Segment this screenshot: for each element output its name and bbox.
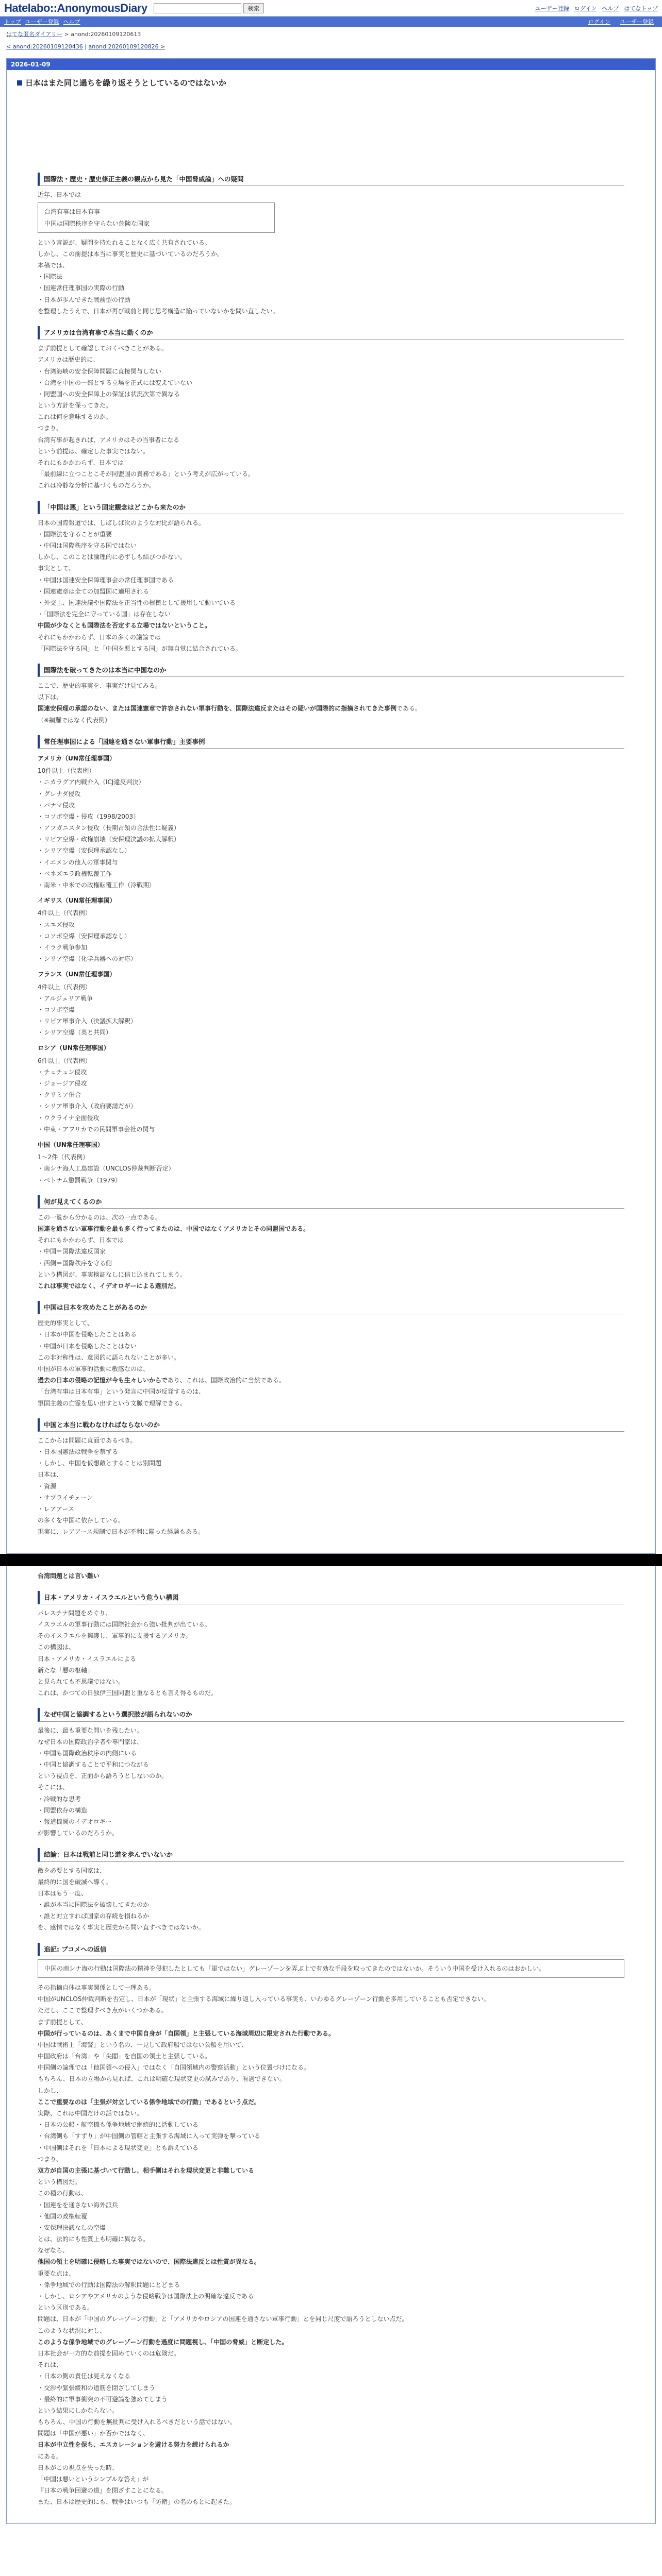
paragraph: を整理したうえで、日本が再び戦前と同じ思考構造に陥っていないかを問い直したい。 bbox=[38, 307, 279, 315]
list-item: ・ ベネズエラ政権転覆工作 bbox=[38, 868, 624, 879]
pager-separator: | bbox=[82, 43, 89, 50]
note: （※網羅ではなく代表例） bbox=[38, 716, 111, 724]
bold-paragraph: 国連を通さない軍事行動を最も多く行ってきたのは、中国ではなくアメリカとその同盟国である。 bbox=[38, 1225, 310, 1232]
paragraph: 日本がこの視点を失った時、 bbox=[38, 2464, 119, 2471]
country-heading: ロシア（UN常任理事国） bbox=[38, 1044, 110, 1052]
list-item: ・ クリミア併合 bbox=[38, 1089, 624, 1100]
bullet-list bbox=[38, 919, 624, 965]
nav-link-top[interactable]: トップ bbox=[4, 19, 21, 25]
text: である。 bbox=[396, 705, 422, 713]
paragraph: 「国際法を守る国」と「中国を悪とする国」が無自覚に結合されている。 bbox=[38, 645, 242, 652]
bold-paragraph: 中国が行っているのは、あくまで中国自身が「自国領」と主張している海域周辺に限定された行動である。 bbox=[38, 2029, 335, 2037]
paragraph: 「台湾有事は日本有事」という発言に中国が反発するのは、 bbox=[38, 1388, 205, 1396]
bold-paragraph: 他国の領土を明確に侵略した事実ではないので、国際法違反とは性質が異なる。 bbox=[38, 2258, 260, 2266]
nav-link-register[interactable]: ユーザー登録 bbox=[25, 19, 59, 25]
country-groups bbox=[38, 753, 624, 1186]
bullet-list bbox=[38, 574, 624, 620]
section-heading: 日本・アメリカ・イスラエルという危うい構図 bbox=[38, 1591, 624, 1604]
paragraph: 重要な点は、 bbox=[38, 2269, 75, 2277]
paragraph: これは冷静な分析に基づくものだろうか。 bbox=[38, 482, 156, 489]
blank-space bbox=[38, 101, 624, 163]
paragraph: アメリカは歴史的に、 bbox=[38, 356, 100, 364]
paragraph: 現実に、レアアース規制で日本が不利に陥った経験もある。 bbox=[38, 1528, 205, 1536]
quote-line: 台湾有事は日本有事 bbox=[44, 208, 101, 216]
paragraph: という区別である。 bbox=[38, 2304, 94, 2312]
paragraph: という結果にしかならない。 bbox=[38, 2406, 119, 2414]
paragraph: この種の行動は、 bbox=[38, 2190, 88, 2197]
paragraph: 中国側の論理では「他国領への侵入」ではなく「自国領域内の警察活動」という位置づけになる。 bbox=[38, 2064, 310, 2072]
list-item: ・ 中国は国際秩序を守る国ではない bbox=[38, 540, 624, 551]
list-item: ・ 最終的に軍事衝突の不可避論を強めてしまう bbox=[38, 2394, 624, 2405]
paragraph: 歴史的事実として、 bbox=[38, 1319, 93, 1327]
paragraph: の多くを中国に依存している。 bbox=[38, 1517, 125, 1524]
nav-link-login[interactable]: ログイン bbox=[588, 19, 610, 25]
bullet-list bbox=[38, 1481, 624, 1515]
paragraph: 近年、日本では bbox=[38, 191, 81, 199]
list-item: ・ ウクライナ全面侵攻 bbox=[38, 1112, 624, 1124]
section-heading: 「中国は悪」という固定観念はどこから来たのか bbox=[38, 501, 624, 514]
breadcrumb-home[interactable]: はてな匿名ダイアリー bbox=[6, 31, 63, 38]
paragraph: 問題は「中国が悪い」か否かではなく、 bbox=[38, 2430, 149, 2437]
country-heading: イギリス（UN常任理事国） bbox=[38, 897, 116, 905]
paragraph: 日本社会が一方的な前提を固めていくのは危険だ。 bbox=[38, 2349, 180, 2357]
paragraph: という方針を保ってきた。 bbox=[38, 402, 112, 410]
blockquote bbox=[38, 1959, 624, 1978]
bullet-list bbox=[38, 1066, 624, 1135]
list-item: ・ リビア空爆・政権崩壊（安保理決議の拡大解釈） bbox=[38, 834, 624, 845]
header-link-user-register[interactable]: ユーザー登録 bbox=[535, 5, 569, 12]
bullet-list bbox=[38, 366, 624, 400]
bullet-list bbox=[38, 1246, 624, 1268]
bold-paragraph: このような係争地域でのグレーゾーン行動を過度に問題視し、「中国の脅威」と断定した。 bbox=[38, 2338, 288, 2346]
paragraph: 敵を必要とする国家は、 bbox=[38, 1867, 106, 1874]
list-item: ・ 外交上、国連決議や国際法を正当性の根拠として援用して動いている bbox=[38, 597, 624, 608]
list-item: ・ 日本の公船・航空機も係争地域で継続的に活動している bbox=[38, 2119, 624, 2130]
paragraph: と見られても不思議ではない。 bbox=[38, 1678, 125, 1685]
list-item: ・ 同盟依存の構造 bbox=[38, 1805, 624, 1816]
list-item: ・ リビア軍事介入（決議拡大解釈） bbox=[38, 1015, 624, 1027]
header-link-help[interactable]: ヘルプ bbox=[602, 5, 619, 12]
next-entry-link[interactable]: anond:20260109120826 > bbox=[88, 43, 166, 50]
list-item: ・ 他国の政権転覆 bbox=[38, 2211, 624, 2222]
list-item: ・ 中国が日本を侵略したことはない bbox=[38, 1341, 624, 1352]
paragraph: 日本の国際報道では、しばしば次のような対比が語られる。 bbox=[38, 519, 205, 527]
list-item: ・ 国際法を守ることが重要 bbox=[38, 529, 624, 540]
paragraph: つまり、 bbox=[38, 2155, 63, 2163]
paragraph: 中国がUNCLOS仲裁判断を否定し、日本が「現状」と主張する海域に繰り返し入っている事実も、いわゆるグレーゾーン行動を多用していることも否定できない。 bbox=[38, 1995, 490, 2003]
list-item: ・ 係争地域での行動は国際法の解釈問題にとどまる bbox=[38, 2279, 624, 2291]
paragraph: なぜ日本の国際政治学者や専門家は、 bbox=[38, 1738, 143, 1745]
country-count: 10件以上（代表例） bbox=[38, 767, 95, 775]
section-heading: 中国と本当に戦わなければならないのか bbox=[38, 1418, 624, 1432]
list-item: ・ 国連をを通さない海外派兵 bbox=[38, 2199, 624, 2211]
list-item: ・ 日本の側の責任は見えなくなる bbox=[38, 2370, 624, 2382]
paragraph: にある。 bbox=[38, 2452, 63, 2460]
section-heading: 国際法・歴史・歴史修正主義の観点から見た「中国脅威論」への疑問 bbox=[38, 173, 624, 186]
article-title-text[interactable]: 日本はまた同じ過ちを繰り返そうとしているのではないか bbox=[25, 78, 227, 88]
bullet-list bbox=[38, 1899, 624, 1922]
square-bullet-icon bbox=[17, 80, 22, 86]
paragraph: このような状況に対し、 bbox=[38, 2327, 106, 2334]
nav-link-help[interactable]: ヘルプ bbox=[63, 19, 80, 25]
paragraph: 新たな「悪の枢軸」 bbox=[38, 1666, 94, 1674]
paragraph: そのイスラエルを擁護し、軍事的に支援するアメリカ。 bbox=[38, 1632, 192, 1640]
quote-line: 中国は国際秩序を守らない危険な国家 bbox=[44, 219, 150, 227]
paragraph: を、感情ではなく事実と歴史から問い直すべきではないか。 bbox=[38, 1924, 205, 1931]
header-link-hatena-top[interactable]: はてなトップ bbox=[624, 5, 658, 12]
paragraph: 台湾問題とは言い難い bbox=[38, 1572, 100, 1580]
paragraph: この非対称性は、意図的に語られないことが多い。 bbox=[38, 1353, 180, 1361]
list-item: ・ シリア空爆（英と共同） bbox=[38, 1027, 624, 1038]
paragraph: 「最前線に立つことこそが同盟国の責務である」という考えが広がっている。 bbox=[38, 470, 255, 478]
paragraph: 軍国主義の亡霊を思い出すという文脈で理解できる。 bbox=[38, 1399, 187, 1407]
list-item: ・ しかし、ロシアやアメリカのような侵略戦争は国際法上の明確な違反である bbox=[38, 2291, 624, 2302]
list-item: ・ 誰と対立すれば国家の存続を損ねるか bbox=[38, 1910, 624, 1922]
country-count: 4件以上（代表例） bbox=[38, 909, 91, 917]
list-item: ・ ベトナム懲罰戦争（1979） bbox=[38, 1175, 624, 1186]
country-count: 4件以上（代表例） bbox=[38, 983, 91, 991]
list-item: ・ コソボ空爆 bbox=[38, 1004, 624, 1015]
list-item: ・ 国際法 bbox=[38, 271, 624, 282]
list-item: ・ 「国際法を完全に守っている国」は存在しない bbox=[38, 608, 624, 620]
paragraph: という言説が、疑問を持たれることなく広く共有されている。 bbox=[38, 239, 211, 246]
breadcrumb bbox=[0, 27, 662, 41]
header-link-login[interactable]: ログイン bbox=[574, 5, 597, 12]
section-heading: 中国は日本を攻めたことがあるのか bbox=[38, 1301, 624, 1314]
list-item: ・ 西側＝国際秩序を守る側 bbox=[38, 1258, 624, 1269]
section-heading: 国際法を破ってきたのは本当に中国なのか bbox=[38, 664, 624, 677]
list-item: ・ チェチェン侵攻 bbox=[38, 1066, 624, 1078]
list-item: ・ 国連常任理事国の実際の行動 bbox=[38, 282, 624, 294]
paragraph: なぜなら、 bbox=[38, 2247, 69, 2255]
paragraph: これは、かつての日独伊三国同盟と重なるとも言え得るものだ。 bbox=[38, 1689, 218, 1697]
list-item: ・ ジョージア侵攻 bbox=[38, 1078, 624, 1089]
paragraph: しかし、このことは論理的に必ずしも結びつかない。 bbox=[38, 553, 187, 561]
country-heading: 中国（UN常任理事国） bbox=[38, 1141, 104, 1148]
paragraph: これは事実ではなく、イデオロギーによる選別だ。 bbox=[38, 1282, 180, 1290]
list-item: ・ 同盟国への安全保障上の保証は状況次第で異なる bbox=[38, 388, 624, 400]
list-item: ・ サプライチェーン bbox=[38, 1492, 624, 1503]
black-divider bbox=[0, 1554, 662, 1566]
bullet-list bbox=[38, 2199, 624, 2234]
search-box bbox=[154, 3, 264, 13]
paragraph: パレスチナ問題をめぐり、 bbox=[38, 1609, 112, 1617]
list-item: ・ 台湾側も「すずり」が中国側の管轄と主張する海域に入って実弾を撃っている bbox=[38, 2130, 624, 2142]
paragraph: この構図は、 bbox=[38, 1643, 75, 1651]
paragraph: それにもかかわらず、日本の多くの議論では bbox=[38, 633, 161, 641]
blockquote bbox=[38, 202, 275, 232]
list-item: ・ しかし、中国を仮想敵とすることは別問題 bbox=[38, 1458, 624, 1469]
country-heading: アメリカ（UN常任理事国） bbox=[38, 754, 115, 762]
header-links bbox=[535, 4, 658, 12]
list-item: ・ 日本国憲法は戦争を禁ずる bbox=[38, 1446, 624, 1458]
paragraph: 中国は戦術上「海警」という名の、一見して政府船ではない公船を用いて、 bbox=[38, 2041, 248, 2048]
article bbox=[6, 58, 656, 1554]
section-heading: なぜ中国と協調するという選択肢が語られないのか bbox=[38, 1708, 624, 1721]
paragraph: 中国政府は「台湾」や「尖閣」を自国の領土と主張している。 bbox=[38, 2053, 211, 2060]
search-input[interactable] bbox=[154, 3, 241, 13]
bullet-list bbox=[38, 271, 624, 306]
country-count: 6件以上（代表例） bbox=[38, 1057, 91, 1064]
section-heading: 何が見えてくるのか bbox=[38, 1195, 624, 1209]
bullet-list bbox=[38, 529, 624, 551]
paragraph: 本稿では、 bbox=[38, 262, 69, 269]
paragraph: それは、 bbox=[38, 2361, 63, 2369]
list-item: ・ イエメンの他人の軍事関与 bbox=[38, 857, 624, 868]
paragraph: ここからは問題に直面であるべき。 bbox=[38, 1436, 137, 1444]
list-item: ・ アフガニスタン侵攻（長期占領の合法性に疑義） bbox=[38, 822, 624, 834]
list-item: ・ 報道機関のイデオロギー bbox=[38, 1816, 624, 1827]
paragraph: 「中国は悪いというシンプルな答え」が bbox=[38, 2476, 149, 2483]
navbar bbox=[0, 16, 662, 27]
list-item: ・ 資源 bbox=[38, 1481, 624, 1492]
article-body bbox=[7, 95, 655, 1553]
list-item: ・ 台湾を中国の一部とする立場を正式には変えていない bbox=[38, 377, 624, 388]
bullet-list bbox=[38, 2119, 624, 2154]
paragraph: その指摘自体は事実関係として一理ある。 bbox=[38, 1984, 156, 1991]
paragraph: しかし、この前提は本当に事実と歴史に基づいているのだろうか。 bbox=[38, 250, 224, 258]
section-heading: アメリカは台湾有事で本当に動くのか bbox=[38, 326, 624, 340]
bullet-list bbox=[38, 1329, 624, 1351]
quote-line: 中国の南シナ海の行動は国際法の精神を侵犯したとしても「軍ではない」グレーゾーンを弄ぶ上で有効な手段を取ってきたのではないか。そういう中国を受け入れるのはおかしい。 bbox=[44, 1964, 545, 1972]
list-item: ・ コソボ空爆（安保理承認なし） bbox=[38, 930, 624, 942]
list-item: ・ 日本が中国を侵略したことはある bbox=[38, 1329, 624, 1340]
article-body-continued bbox=[7, 1566, 655, 2523]
list-item: ・ 南米・中米での政権転覆工作（冷戦期） bbox=[38, 879, 624, 891]
paragraph: まず前提として、 bbox=[38, 2018, 87, 2026]
paragraph: もちろん、日本の立場から見れば、これは明確な現状変更の試みであり、看過できない。 bbox=[38, 2075, 286, 2083]
paragraph: 最終的に国を破滅へ導く。 bbox=[38, 1878, 112, 1886]
paragraph: まず前提として確認しておくべきことがある。 bbox=[38, 345, 168, 352]
country-count: 1〜2件（代表例） bbox=[38, 1154, 89, 1161]
paragraph: 以下は、 bbox=[38, 693, 63, 701]
bold-paragraph: 日本が中立性を保ち、エスカレーションを避ける努力を続けられるか bbox=[38, 2441, 229, 2449]
site-logo[interactable]: Hatelabo::AnonymousDiary bbox=[4, 1, 147, 14]
paragraph: とは、法的にも性質上も明確に異なる。 bbox=[38, 2235, 150, 2243]
paragraph: 日本はもう一度、 bbox=[38, 1889, 88, 1897]
list-item: ・ 国連憲章は全ての加盟国に適用される bbox=[38, 586, 624, 597]
paragraph: という構図が、事実検証なしに信じ込まれてしまう。 bbox=[38, 1270, 187, 1278]
list-item: ・ 南シナ海人工島建設（UNCLOS仲裁判断否定） bbox=[38, 1163, 624, 1174]
paragraph: 事実として、 bbox=[38, 565, 75, 572]
paragraph: が影響しているのだろうか。 bbox=[38, 1829, 119, 1837]
bullet-list bbox=[38, 2279, 624, 2302]
article-title bbox=[7, 70, 655, 95]
section-heading: 追記: ブコメへの返信 bbox=[38, 1943, 624, 1956]
entry-pager bbox=[0, 41, 662, 52]
bullet-list bbox=[38, 1446, 624, 1469]
bold-text: 国連安保理の承認のない、または国連憲章で許容されない軍事行動を、国際法違反またはその疑いが国際的に指摘されてきた事例 bbox=[38, 705, 397, 713]
list-item: ・ 中東・アフリカでの民間軍事会社の関与 bbox=[38, 1124, 624, 1135]
paragraph: 台湾有事が起きれば、アメリカはその当事者になる bbox=[38, 436, 180, 444]
paragraph: イスラエルの軍事行動には国際社会から強い批判が出ている。 bbox=[38, 1621, 211, 1629]
section-heading: 常任理事国による「国連を通さない軍事行動」主要事例 bbox=[38, 735, 624, 749]
paragraph: 最後に、最も重要な問いを残したい。 bbox=[38, 1726, 143, 1734]
paragraph: ここで、歴史的事実を、事実だけ見てみる。 bbox=[38, 682, 161, 690]
breadcrumb-separator: > bbox=[62, 31, 71, 38]
bullet-list bbox=[38, 1793, 624, 1828]
paragraph: 日本・アメリカ・イスラエルによる bbox=[38, 1655, 137, 1663]
paragraph: しかし、 bbox=[38, 2087, 63, 2094]
paragraph bbox=[38, 703, 624, 714]
list-item: ・ シリア空爆（安保理承認なし） bbox=[38, 845, 624, 856]
search-button[interactable]: 検索 bbox=[243, 3, 264, 13]
paragraph: という構図だ。 bbox=[38, 2178, 81, 2186]
list-item: ・ 中国＝国際法違反国家 bbox=[38, 1246, 624, 1257]
list-item: ・ 中国は国連安全保障理事会の常任理事国である bbox=[38, 574, 624, 586]
paragraph: それにもかかわらず、日本では bbox=[38, 459, 124, 466]
site-header bbox=[0, 0, 662, 16]
country-heading: フランス（UN常任理事国） bbox=[38, 971, 116, 978]
paragraph: この一覧から分かるのは、次の一点である。 bbox=[38, 1213, 162, 1221]
paragraph: それにもかかわらず、日本では bbox=[38, 1236, 124, 1244]
bullet-list bbox=[38, 1748, 624, 1770]
prev-entry-link[interactable]: < anond:20260109120436 bbox=[6, 43, 83, 50]
list-item: ・ 中国も国際政治秩序の内側にいる bbox=[38, 1748, 624, 1759]
article-continued bbox=[6, 1566, 656, 2524]
list-item: ・ 冷戦的な思考 bbox=[38, 1793, 624, 1805]
paragraph: つまり、 bbox=[38, 425, 63, 432]
bold-paragraph: ここで重要なのは「主張が対立している係争地域での行動」であるという点だ。 bbox=[38, 2098, 261, 2106]
paragraph: 問題は、日本が「中国のグレーゾーン行動」と「アメリカやロシアの国連を通さない軍事行動」とを同じ尺度で語ろうとしない点だ。 bbox=[38, 2315, 408, 2323]
list-item: ・ 日本が歩んできた戦前型の行動 bbox=[38, 294, 624, 306]
list-item: ・ ニカラグア内戦介入（ICJ違反判決） bbox=[38, 776, 624, 788]
paragraph: また、日本は歴史的にも、戦争はいつも「防衛」の名のもとに起きた。 bbox=[38, 2498, 236, 2506]
paragraph: という視点を、正面から語ろうとしないのか。 bbox=[38, 1772, 168, 1780]
list-item: ・ シリア空爆（化学兵器への対応） bbox=[38, 953, 624, 964]
bullet-list bbox=[38, 1163, 624, 1185]
list-item: ・ 交渉や緊張緩和の道筋を閉ざしてしまう bbox=[38, 2382, 624, 2394]
list-item: ・ 中国と協調することで平和につながる bbox=[38, 1759, 624, 1770]
bullet-list bbox=[38, 993, 624, 1039]
section-heading: 結論：日本は戦前と同じ道を歩んでいないか bbox=[38, 1848, 624, 1861]
list-item: ・ イラク戦争参加 bbox=[38, 942, 624, 953]
list-item: ・ 台湾海峡の安全保障問題に直接関与しない bbox=[38, 366, 624, 377]
list-item: ・ レアアース bbox=[38, 1503, 624, 1515]
paragraph: これは何を意味するのか。 bbox=[38, 413, 112, 421]
bold-text: 過去の日本の侵略の記憶が今も生々しいからで bbox=[38, 1377, 168, 1384]
paragraph: 実際、これは中国だけの話ではない。 bbox=[38, 2110, 143, 2117]
list-item: ・ アルジェリア戦争 bbox=[38, 993, 624, 1004]
paragraph: ただし、ここで整理すべき点がいくつかある。 bbox=[38, 2007, 168, 2014]
paragraph: 中国が日本の軍事的活動に敏感なのは、 bbox=[38, 1365, 150, 1372]
paragraph: 日本は、 bbox=[38, 1471, 63, 1479]
list-item: ・ 誰が本当に国際法を破壊してきたのか bbox=[38, 1899, 624, 1910]
paragraph: という前提は、確定した事実ではない。 bbox=[38, 447, 150, 455]
list-item: ・ コソボ空爆・侵攻（1998/2003） bbox=[38, 811, 624, 822]
paragraph: もちろん、中国の行動を無批判に受け入れるべきだという話ではない。 bbox=[38, 2418, 236, 2426]
paragraph: 中国が少なくとも国際法を否定する立場ではないということ。 bbox=[38, 622, 211, 630]
list-item: ・ シリア軍事介入（政府要請だが） bbox=[38, 1100, 624, 1112]
breadcrumb-current: anond:20260109120613 bbox=[71, 31, 141, 38]
text: あり、これは、国際政治的に当然である。 bbox=[167, 1377, 285, 1384]
list-item: ・ グレナダ侵攻 bbox=[38, 788, 624, 800]
bold-paragraph: 双方が自国の主張に基づいて行動し、相手側はそれを現状変更と非難している bbox=[38, 2166, 255, 2174]
paragraph: 『日本の戦争回避の道』を閉ざすことになる。 bbox=[38, 2487, 168, 2495]
nav-link-user-register[interactable]: ユーザー登録 bbox=[620, 19, 654, 25]
bullet-list bbox=[38, 2370, 624, 2405]
list-item: ・ パナマ侵攻 bbox=[38, 800, 624, 811]
bullet-list bbox=[38, 776, 624, 891]
list-item: ・ 中国側はそれを「日本による現状変更」とも訴えている bbox=[38, 2142, 624, 2154]
paragraph: そこには、 bbox=[38, 1784, 69, 1791]
list-item: ・ 安保理決議なしの空爆 bbox=[38, 2222, 624, 2233]
paragraph bbox=[38, 1375, 624, 1386]
list-item: ・ スエズ侵攻 bbox=[38, 919, 624, 930]
article-date: 2026-01-09 bbox=[7, 59, 655, 70]
